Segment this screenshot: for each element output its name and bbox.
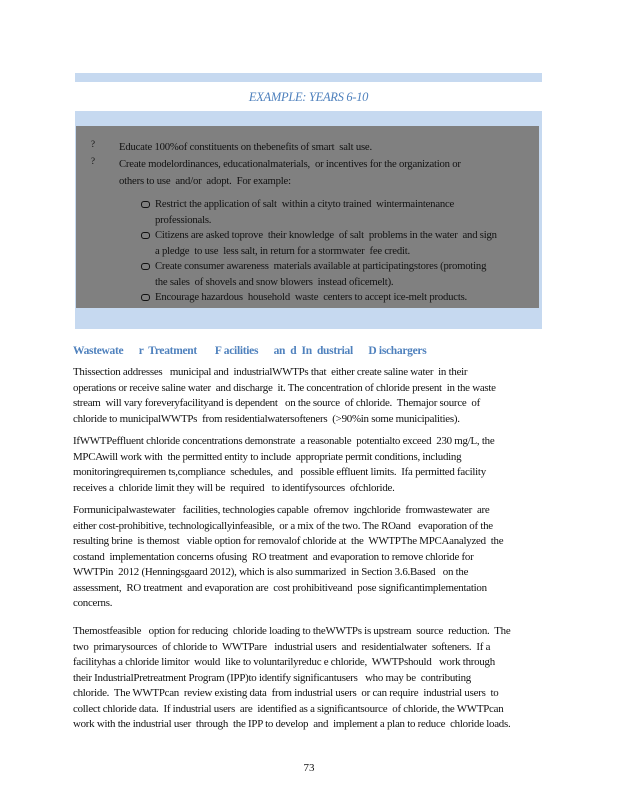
subbullet-line: professionals. bbox=[155, 213, 212, 226]
subbullet-line: Restrict the application of salt within a cityto trained wintermaintenance bbox=[155, 198, 455, 210]
paragraph: Thissection addresses municipal and industrialWWTPs that either create saline water in their operations or receive saline water and discharge it. The concentration of chloride present in the waste stream will vary foreveryfacilityand is dependent on the source of chloride. Themajor source of chloride to municipalWWTPs from residentialwatersofteners (>90%in some municipalities). bbox=[73, 366, 496, 425]
top-rule bbox=[75, 73, 542, 82]
circle-bullet-icon bbox=[141, 294, 150, 301]
circle-bullet-icon bbox=[141, 232, 150, 239]
bullet-text: others to use and/or adopt. For example: bbox=[119, 175, 291, 187]
paragraph: Formunicipalwastewater facilities, technologies capable ofremov ingchloride fromwastewater are either cost-prohibitive, technologicallyinfeasible, or a mix of the two. The ROand evaporation of the resulting brine is themost viable option for removalof chloride at the WWTPThe MPCAanalyzed the costand implementation concerns ofusing RO treatment and evaporation to remove chloride for WWTPin 2012 (Henningsgaard 2012), which is also summarized in Section 3.6.Based on the assessment, RO treatment and evaporation are cost prohibitiveand pose significantimplementation concerns. bbox=[73, 504, 504, 609]
paragraph: Themostfeasible option for reducing chloride loading to theWWTPs is upstream source reduction. The two primarysources of chloride to WWTPare industrial users and residentialwater softeners. If a facilityhas a chloride limitor would like to voluntarilyreduc e chloride, WWTPshould work through their IndustrialPretreatment Program (IPP)to identify significantusers who may be contributing chloride. The WWTPcan review existing data from industrial users or can require industrial users to collect chloride data. If industrial users are identified as a significantsource of chloride, the WWTPcan work with the industrial user through the IPP to develop and implement a plan to reduce chloride loads. bbox=[73, 625, 511, 730]
subbullet-line: the sales of shovels and snow blowers instead oficemelt). bbox=[155, 275, 394, 288]
page-number: 73 bbox=[303, 762, 315, 774]
subbullet-line: a pledge to use less salt, in return for a stormwater fee credit. bbox=[155, 244, 410, 257]
subbullet-line: Create consumer awareness materials available at participatingstores (promoting bbox=[155, 260, 487, 272]
paragraph: IfWWTPeffluent chloride concentrations demonstrate a reasonable potentialto exceed 230 mg/L, the MPCAwill work with the permitted entity to include appropriate permit conditions, including monitoringrequiremen ts,compliance schedules, and possible effluent limits. Ifa permitted facility receives a chloride limit they will be required to identifysources ofchloride. bbox=[73, 435, 495, 494]
subbullet-line: Citizens are asked toprove their knowledge of salt problems in the water and sign bbox=[155, 229, 497, 241]
bullet-text: Create modelordinances, educationalmaterials, or incentives for the organization or bbox=[119, 158, 461, 170]
example-box-title: EXAMPLE: YEARS 6-10 bbox=[248, 90, 369, 104]
example-box bbox=[76, 126, 539, 308]
bullet-marker: ? bbox=[91, 156, 95, 166]
bullet-marker: ? bbox=[91, 139, 95, 149]
bullet-text: Educate 100%of constituents on thebenefits of smart salt use. bbox=[119, 141, 372, 153]
circle-bullet-icon bbox=[141, 263, 150, 270]
circle-bullet-icon bbox=[141, 201, 150, 208]
subbullet-line: Encourage hazardous household waste centers to accept ice-melt products. bbox=[155, 291, 468, 303]
section-heading: Wastewate r Treatment F acilities an d In dustrial D ischargers bbox=[73, 345, 427, 357]
